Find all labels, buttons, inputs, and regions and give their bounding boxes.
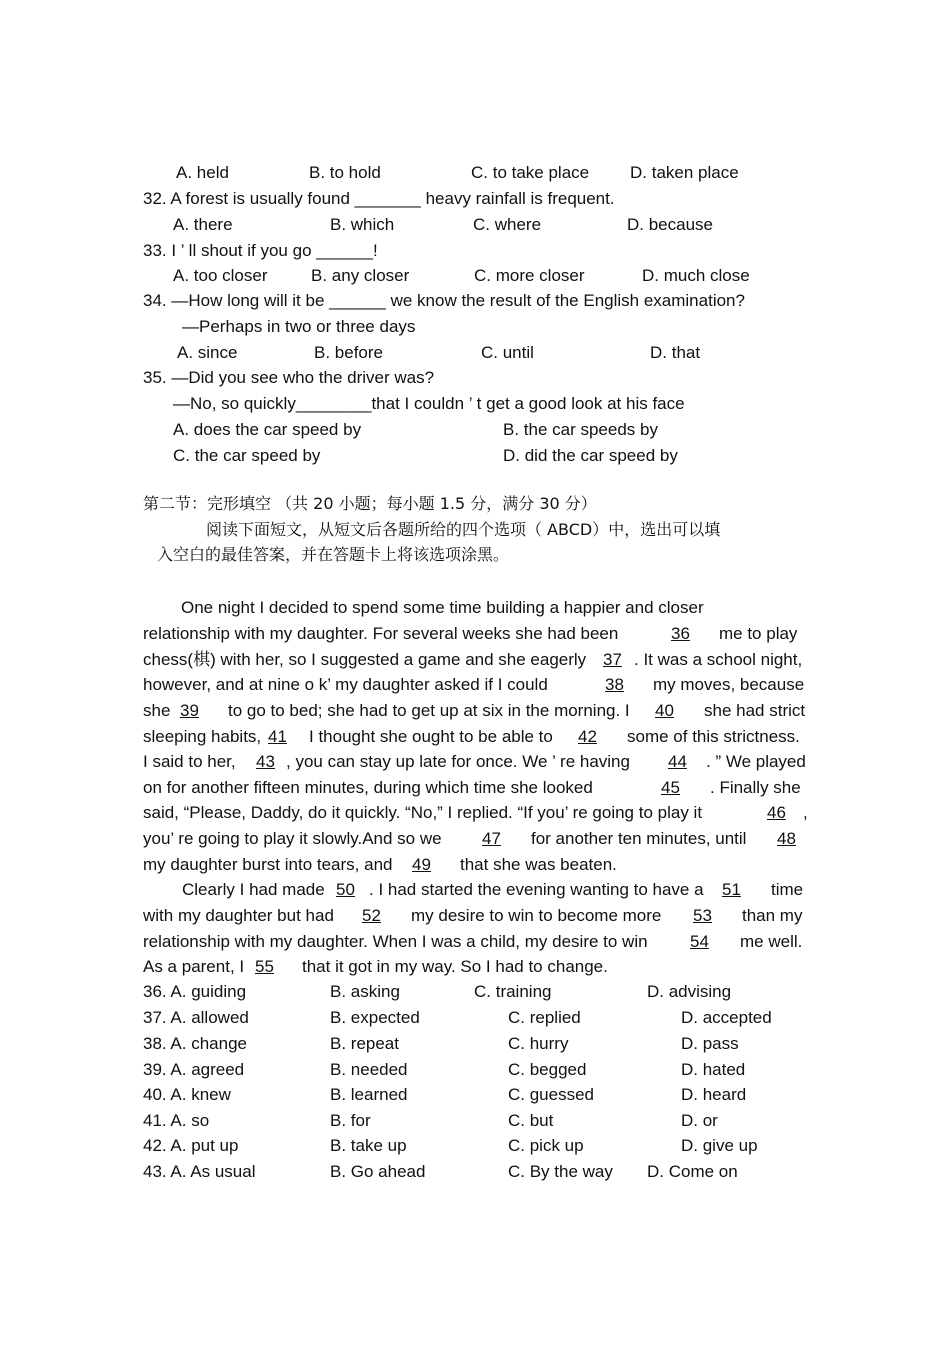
option: C. guessed bbox=[508, 1085, 594, 1104]
option: C. until bbox=[481, 343, 534, 362]
option: 40. A. knew bbox=[143, 1085, 231, 1104]
blank-39: 39 bbox=[180, 701, 199, 720]
blank-36: 36 bbox=[671, 624, 690, 643]
option: C. begged bbox=[508, 1060, 587, 1079]
blank-45: 45 bbox=[661, 778, 680, 797]
option: B. repeat bbox=[330, 1034, 399, 1053]
option: D. or bbox=[681, 1111, 718, 1130]
option: D. give up bbox=[681, 1136, 758, 1155]
option: D. accepted bbox=[681, 1008, 772, 1027]
option: C. the car speed by bbox=[173, 446, 321, 465]
option: A. since bbox=[177, 343, 238, 362]
option: C. where bbox=[473, 215, 542, 234]
option: A. held bbox=[176, 163, 229, 182]
option: C. to take place bbox=[471, 163, 590, 182]
option: D. hated bbox=[681, 1060, 746, 1079]
blank-48: 48 bbox=[777, 829, 796, 848]
option: 41. A. so bbox=[143, 1111, 210, 1130]
option: D. heard bbox=[681, 1085, 747, 1104]
option: 37. A. allowed bbox=[143, 1008, 249, 1027]
blank-52: 52 bbox=[362, 906, 381, 925]
option: C. but bbox=[508, 1111, 554, 1130]
blank-46: 46 bbox=[767, 803, 786, 822]
blank-41: 41 bbox=[268, 727, 287, 746]
option: D. taken place bbox=[630, 163, 739, 182]
option: B. to hold bbox=[309, 163, 381, 182]
option: B. Go ahead bbox=[330, 1162, 426, 1181]
option: D. Come on bbox=[647, 1162, 738, 1181]
option: C. By the way bbox=[508, 1162, 613, 1181]
option: D. that bbox=[650, 343, 701, 362]
blank-49: 49 bbox=[412, 855, 431, 874]
option: B. any closer bbox=[311, 266, 410, 285]
option: C. hurry bbox=[508, 1034, 569, 1053]
blank-55: 55 bbox=[255, 957, 274, 976]
option: B. take up bbox=[330, 1136, 407, 1155]
option: D. because bbox=[627, 215, 713, 234]
option: B. asking bbox=[330, 982, 400, 1001]
blank-50: 50 bbox=[336, 880, 355, 899]
blank-44: 44 bbox=[668, 752, 687, 771]
option: 36. A. guiding bbox=[143, 982, 247, 1001]
option: A. there bbox=[173, 215, 233, 234]
option: A. does the car speed by bbox=[173, 420, 362, 439]
option: B. expected bbox=[330, 1008, 420, 1027]
option: B. needed bbox=[330, 1060, 408, 1079]
option: C. more closer bbox=[474, 266, 585, 285]
blank-54: 54 bbox=[690, 932, 709, 951]
blank-37: 37 bbox=[603, 650, 622, 669]
option: B. before bbox=[314, 343, 383, 362]
option: 42. A. put up bbox=[143, 1136, 239, 1155]
option: D. much close bbox=[642, 266, 750, 285]
blank-51: 51 bbox=[722, 880, 741, 899]
option: 39. A. agreed bbox=[143, 1060, 245, 1079]
blank-53: 53 bbox=[693, 906, 712, 925]
option: C. replied bbox=[508, 1008, 581, 1027]
option: D. pass bbox=[681, 1034, 739, 1053]
option: C. pick up bbox=[508, 1136, 584, 1155]
option: B. the car speeds by bbox=[503, 420, 658, 439]
blank-40: 40 bbox=[655, 701, 674, 720]
option: B. learned bbox=[330, 1085, 408, 1104]
blank-38: 38 bbox=[605, 675, 624, 694]
option: 38. A. change bbox=[143, 1034, 247, 1053]
blank-47: 47 bbox=[482, 829, 501, 848]
option: A. too closer bbox=[173, 266, 268, 285]
option: D. advising bbox=[647, 982, 732, 1001]
option: B. for bbox=[330, 1111, 371, 1130]
blank-42: 42 bbox=[578, 727, 597, 746]
option: C. training bbox=[474, 982, 552, 1001]
option: D. did the car speed by bbox=[503, 446, 678, 465]
option: B. which bbox=[330, 215, 395, 234]
option: 43. A. As usual bbox=[143, 1162, 256, 1181]
blank-43: 43 bbox=[256, 752, 275, 771]
